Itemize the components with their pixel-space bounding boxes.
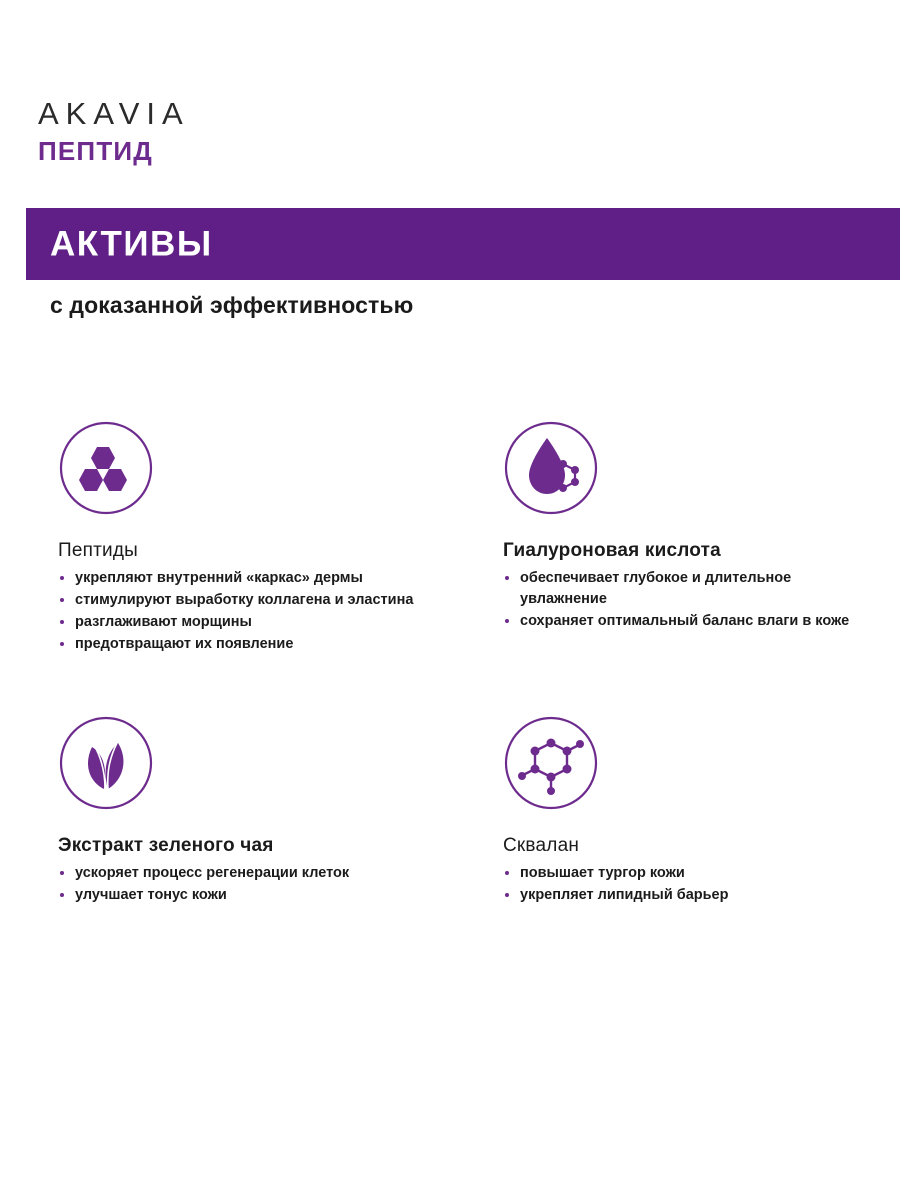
feature-title: Пептиды xyxy=(58,540,138,561)
feature-card-green-tea-extract xyxy=(58,715,458,907)
leaf-circle-icon xyxy=(58,715,154,811)
list-item: улучшает тонус кожи xyxy=(58,885,425,906)
list-item: обеспечивает глубокое и длительное увлажнение xyxy=(503,568,865,610)
brand-name: AKAVIA xyxy=(38,96,190,131)
feature-card-squalane xyxy=(503,715,900,907)
feature-title: Гиалуроновая кислота xyxy=(503,540,721,561)
brand-subname: ПЕПТИД xyxy=(38,136,154,166)
feature-title: Экстракт зеленого чая xyxy=(58,835,274,856)
list-item: сохраняет оптимальный баланс влаги в коже xyxy=(503,611,865,632)
list-item: укрепляют внутренний «каркас» дермы xyxy=(58,568,425,589)
brand-logo xyxy=(38,98,458,164)
page-subtitle: с доказанной эффективностью xyxy=(50,292,414,318)
list-item: разглаживают морщины xyxy=(58,612,425,633)
feature-title: Сквалан xyxy=(503,835,580,856)
feature-bullets xyxy=(503,863,900,906)
feature-bullets xyxy=(58,568,458,655)
feature-bullets xyxy=(503,568,900,632)
list-item: ускоряет процесс регенерации клеток xyxy=(58,863,425,884)
droplet-molecule-circle-icon xyxy=(503,420,599,516)
header-band xyxy=(26,208,900,280)
hexagons-circle-icon xyxy=(58,420,154,516)
molecule-circle-icon xyxy=(503,715,599,811)
list-item: повышает тургор кожи xyxy=(503,863,865,884)
page-title: АКТИВЫ xyxy=(50,224,213,264)
list-item: предотвращают их появление xyxy=(58,634,425,655)
list-item: стимулируют выработку коллагена и эластина xyxy=(58,590,425,611)
feature-bullets xyxy=(58,863,458,906)
feature-card-hyaluronic-acid xyxy=(503,420,900,633)
list-item: укрепляет липидный барьер xyxy=(503,885,865,906)
feature-card-peptides xyxy=(58,420,458,656)
